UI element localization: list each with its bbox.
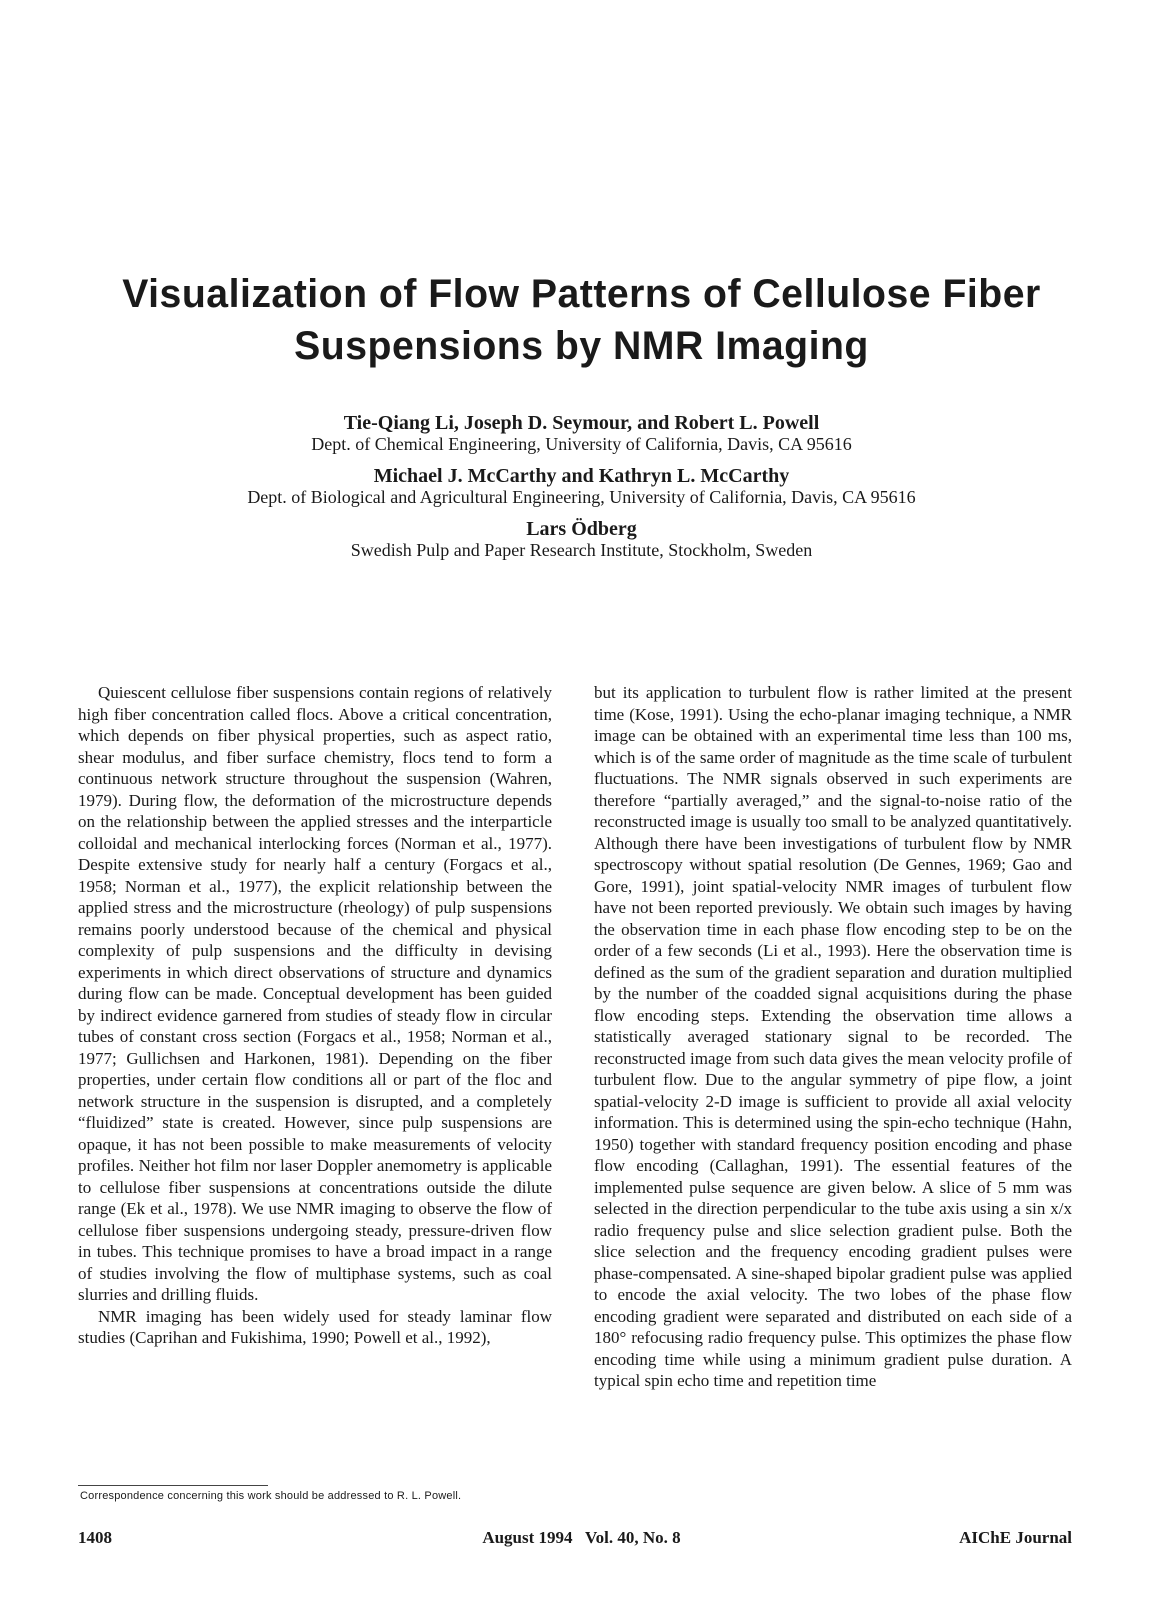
author-names-3: Lars Ödberg bbox=[526, 518, 637, 540]
issue-info: August 1994 Vol. 40, No. 8 bbox=[482, 1528, 681, 1547]
paper-title bbox=[12, 268, 1152, 372]
journal-name: AIChE Journal bbox=[959, 1528, 1072, 1547]
body-paragraph: but its application to turbulent flow is rather limited at the present time (Kose, 1991). Using the echo-planar imaging technique, a NMR image can be obtained with an experimental time less than 100 ms, which is of the same order of magnitude as the time scale of turbulent fluctuations. The NMR signals observed in such experiments are therefore “partially averaged,” and the signal-to-noise ratio of the reconstructed image is usually too small to be analyzed quantitatively. Although there have been investigations of turbulent flow by NMR spectroscopy without spatial resolution (De Gennes, 1969; Gao and Gore, 1991), joint spatial-velocity NMR images of turbulent flow have not been reported previously. We obtain such images by having the observation time in each phase flow encoding step to be on the order of a few seconds (Li et al., 1993). Here the observation time is defined as the sum of the gradient separation and duration multiplied by the number of the coadded signal acquisitions during the phase flow encoding steps. Extending the observation time allows a statistically averaged stationary signal to be recorded. The reconstructed image from such data gives the mean velocity profile of turbulent flow. Due to the angular symmetry of pipe flow, a joint spatial-velocity 2-D image is sufficient to provide all axial velocity information. This is determined using the spin-echo technique (Hahn, 1950) together with standard frequency position encoding and phase flow encoding (Callaghan, 1991). The essential features of the implemented pulse sequence are given below. A slice of 5 mm was selected in the direction perpendicular to the tube axis using a sin x/x radio frequency pulse and slice selection gradient pulse. Both the slice selection and the frequency encoding gradient pulses were phase-compensated. A sine-shaped bipolar gradient pulse was applied to encode the axial velocity. The two lobes of the phase flow encoding gradient were separated and distributed on each side of a 180° refocusing radio frequency pulse. This optimizes the phase flow encoding time while using a minimum gradient pulse duration. A typical spin echo time and repetition time bbox=[594, 683, 1072, 1390]
affiliation-2: Dept. of Biological and Agricultural Engineering, University of California, Davis, CA 95616 bbox=[247, 487, 916, 507]
correspondence-footnote: Correspondence concerning this work should be addressed to R. L. Powell. bbox=[80, 1490, 462, 1502]
affiliation-3: Swedish Pulp and Paper Research Institute, Stockholm, Sweden bbox=[350, 540, 813, 560]
right-column bbox=[594, 682, 1072, 1392]
body-paragraph: Quiescent cellulose fiber suspensions contain regions of relatively high fiber concentration called flocs. Above a critical concentration, which depends on fiber physical properties, such as aspect ratio, shear modulus, and fiber surface chemistry, flocs tend to form a continuous network structure throughout the suspension (Wahren, 1979). During flow, the deformation of the microstructure depends on the relationship between the applied stresses and the interparticle colloidal and mechanical interlocking forces (Norman et al., 1977). Despite extensive study for nearly half a century (Forgacs et al., 1958; Norman et al., 1977), the explicit relationship between the applied stress and the microstructure (rheology) of pulp suspensions remains poorly understood because of the chemical and physical complexity of pulp suspensions and the difficulty in devising experiments in which direct observations of structure and dynamics during flow can be made. Conceptual development has been guided by indirect evidence garnered from studies of steady flow in circular tubes of constant cross section (Forgacs et al., 1958; Norman et al., 1977; Gullichsen and Harkonen, 1981). Depending on the fiber properties, under certain flow conditions all or part of the floc and network structure in the suspension is disrupted, and a completely “fluidized” state is created. However, since pulp suspensions are opaque, it has not been possible to make measurements of velocity profiles. Neither hot film nor laser Doppler anemometry is applicable to cellulose fiber suspensions at concentrations outside the dilute range (Ek et al., 1978). We use NMR imaging to observe the flow of cellulose fiber suspensions undergoing steady, pressure-driven flow in tubes. This technique promises to have a broad impact in a range of studies involving the flow of multiphase systems, such as coal slurries and drilling fluids. bbox=[78, 683, 552, 1304]
left-column bbox=[78, 682, 552, 1349]
affiliation-1: Dept. of Chemical Engineering, University of California, Davis, CA 95616 bbox=[311, 434, 852, 454]
author-names-1: Tie-Qiang Li, Joseph D. Seymour, and Robert L. Powell bbox=[343, 412, 820, 434]
title-line-1: Visualization of Flow Patterns of Cellulose Fiber bbox=[122, 272, 1041, 316]
footnote-divider bbox=[78, 1485, 268, 1486]
page-number: 1408 bbox=[78, 1528, 112, 1547]
author-block bbox=[0, 412, 1163, 561]
title-line-2: Suspensions by NMR Imaging bbox=[294, 324, 869, 368]
author-names-2: Michael J. McCarthy and Kathryn L. McCarthy bbox=[373, 465, 790, 487]
body-paragraph: NMR imaging has been widely used for steady laminar flow studies (Caprihan and Fukishima, 1990; Powell et al., 1992), bbox=[78, 1306, 552, 1347]
